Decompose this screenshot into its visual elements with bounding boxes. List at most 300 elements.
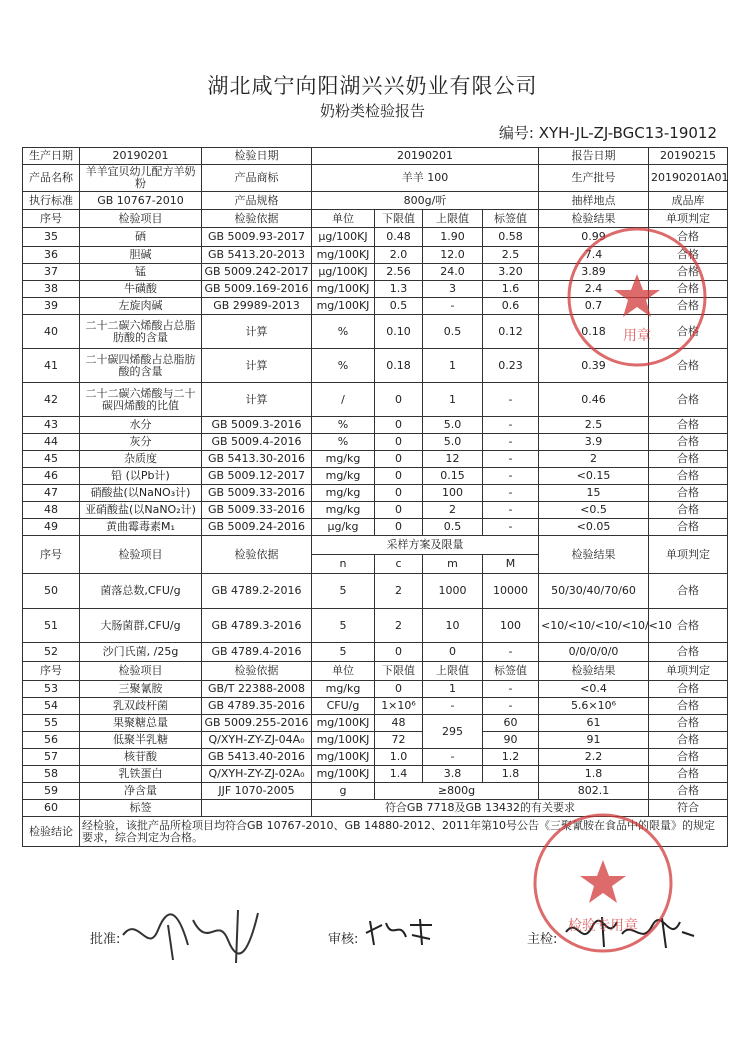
location-label: 抽样地点 xyxy=(539,192,649,210)
svg-text:检验专用章: 检验专用章 xyxy=(568,918,638,934)
cell-basis: GB 4789.2-2016 xyxy=(202,574,312,609)
header-no: 序号 xyxy=(23,536,80,574)
cell-label: - xyxy=(483,519,539,536)
header-n: n xyxy=(312,555,375,574)
cell-no: 51 xyxy=(23,609,80,643)
cell-unit: mg/100KJ xyxy=(312,298,375,315)
section1-header xyxy=(23,210,728,228)
cell-verdict: 合格 xyxy=(649,434,728,451)
cell-unit: mg/100KJ xyxy=(312,715,375,732)
cell-result: <0.05 xyxy=(539,519,649,536)
cell-m: 10 xyxy=(423,609,483,643)
cell-basis: GB 5009.3-2016 xyxy=(202,417,312,434)
cell-upper: 0.5 xyxy=(423,519,483,536)
cell-item: 三聚氰胺 xyxy=(80,681,202,698)
cell-basis: GB 4789.35-2016 xyxy=(202,698,312,715)
cell-lower: 1.0 xyxy=(375,749,423,766)
cell-no: 57 xyxy=(23,749,80,766)
cell-upper: 2 xyxy=(423,502,483,519)
cell-basis: GB 5009.93-2017 xyxy=(202,228,312,247)
cell-verdict: 合格 xyxy=(649,749,728,766)
report-date-label: 报告日期 xyxy=(539,148,649,165)
header-upper: 上限值 xyxy=(423,210,483,228)
cell-m: 1000 xyxy=(423,574,483,609)
header-unit: 单位 xyxy=(312,210,375,228)
cell-basis: GB 4789.4-2016 xyxy=(202,643,312,662)
cell-label: - xyxy=(483,485,539,502)
cell-verdict: 符合 xyxy=(649,800,728,817)
header-m: m xyxy=(423,555,483,574)
cell-label: 1.8 xyxy=(483,766,539,783)
cell-result: 1.8 xyxy=(539,766,649,783)
table-row xyxy=(23,783,728,800)
cell-item: 核苷酸 xyxy=(80,749,202,766)
cell-M: 10000 xyxy=(483,574,539,609)
cell-no: 43 xyxy=(23,417,80,434)
cell-no: 46 xyxy=(23,468,80,485)
report-date-value: 20190215 xyxy=(649,148,728,165)
cell-label: 3.20 xyxy=(483,264,539,281)
table-row xyxy=(23,315,728,349)
cell-lower: 0 xyxy=(375,502,423,519)
cell-item: 二十二碳六烯酸与二十碳四烯酸的比值 xyxy=(80,383,202,417)
cell-item: 灰分 xyxy=(80,434,202,451)
cell-no: 44 xyxy=(23,434,80,451)
spec-value: 800g/听 xyxy=(312,192,539,210)
cell-item: 标签 xyxy=(80,800,202,817)
cell-label: 90 xyxy=(483,732,539,749)
cell-upper: 5.0 xyxy=(423,434,483,451)
cell-lower: 0 xyxy=(375,519,423,536)
cell-verdict: 合格 xyxy=(649,698,728,715)
header-no: 序号 xyxy=(23,210,80,228)
cell-result: <0.5 xyxy=(539,502,649,519)
cell-no: 42 xyxy=(23,383,80,417)
cell-upper: 12.0 xyxy=(423,247,483,264)
section2-rows xyxy=(23,574,728,662)
cell-basis xyxy=(202,800,312,817)
cell-verdict: 合格 xyxy=(649,502,728,519)
cell-basis: Q/XYH-ZY-ZJ-04A₀ xyxy=(202,732,312,749)
cell-unit: % xyxy=(312,315,375,349)
cell-no: 54 xyxy=(23,698,80,715)
cell-no: 60 xyxy=(23,800,80,817)
cell-result: 0.99 xyxy=(539,228,649,247)
section1-rows xyxy=(23,228,728,536)
cell-no: 35 xyxy=(23,228,80,247)
header-result: 检验结果 xyxy=(539,210,649,228)
cell-upper: 0.15 xyxy=(423,468,483,485)
cell-result: 91 xyxy=(539,732,649,749)
cell-no: 45 xyxy=(23,451,80,468)
approve-label: 批准: xyxy=(90,932,121,947)
cell-unit: mg/100KJ xyxy=(312,247,375,264)
header-basis: 检验依据 xyxy=(202,662,312,681)
cell-item: 铅 (以Pb计) xyxy=(80,468,202,485)
location-value: 成品库 xyxy=(649,192,728,210)
table-row xyxy=(23,247,728,264)
cell-basis: 计算 xyxy=(202,383,312,417)
cell-no: 49 xyxy=(23,519,80,536)
cell-no: 36 xyxy=(23,247,80,264)
cell-verdict: 合格 xyxy=(649,574,728,609)
cell-item: 锰 xyxy=(80,264,202,281)
inspection-date-label: 检验日期 xyxy=(202,148,312,165)
cell-verdict: 合格 xyxy=(649,349,728,383)
cell-n: 5 xyxy=(312,574,375,609)
cell-verdict: 合格 xyxy=(649,609,728,643)
cell-verdict: 合格 xyxy=(649,519,728,536)
header-basis: 检验依据 xyxy=(202,210,312,228)
cell-unit: g xyxy=(312,783,375,800)
cell-basis: GB 5009.4-2016 xyxy=(202,434,312,451)
header-item: 检验项目 xyxy=(80,536,202,574)
header-sampling-plan: 采样方案及限量 xyxy=(312,536,539,555)
cell-item: 亚硝酸盐(以NaNO₂计) xyxy=(80,502,202,519)
table-row xyxy=(23,298,728,315)
cell-upper: 0.5 xyxy=(423,315,483,349)
cell-unit: mg/kg xyxy=(312,485,375,502)
cell-item: 硝酸盐(以NaNO₃计) xyxy=(80,485,202,502)
cell-basis: 计算 xyxy=(202,349,312,383)
cell-basis: GB 5009.169-2016 xyxy=(202,281,312,298)
table-row xyxy=(23,681,728,698)
table-row xyxy=(23,281,728,298)
cell-verdict: 合格 xyxy=(649,468,728,485)
table-row xyxy=(23,502,728,519)
cell-lower: 1×10⁶ xyxy=(375,698,423,715)
cell-M: 100 xyxy=(483,609,539,643)
cell-label: - xyxy=(483,417,539,434)
cell-label: - xyxy=(483,681,539,698)
cell-basis: GB 5413.40-2016 xyxy=(202,749,312,766)
cell-no: 40 xyxy=(23,315,80,349)
cell-item: 乳铁蛋白 xyxy=(80,766,202,783)
cell-item: 胆碱 xyxy=(80,247,202,264)
cell-no: 50 xyxy=(23,574,80,609)
cell-item: 二十二碳六烯酸占总脂肪酸的含量 xyxy=(80,315,202,349)
cell-item: 左旋肉碱 xyxy=(80,298,202,315)
cell-c: 2 xyxy=(375,574,423,609)
cell-unit: mg/kg xyxy=(312,502,375,519)
cell-unit: CFU/g xyxy=(312,698,375,715)
cell-result: <10/<10/<10/<10/<10 xyxy=(539,609,649,643)
cell-unit: mg/100KJ xyxy=(312,732,375,749)
cell-unit: % xyxy=(312,434,375,451)
cell-item: 果聚糖总量 xyxy=(80,715,202,732)
cell-no: 39 xyxy=(23,298,80,315)
cell-c: 2 xyxy=(375,609,423,643)
header-label-value: 标签值 xyxy=(483,210,539,228)
cell-lower: 2.0 xyxy=(375,247,423,264)
header-lower: 下限值 xyxy=(375,210,423,228)
report-title: 奶粉类检验报告 xyxy=(319,102,425,120)
inspector-label: 主检: xyxy=(527,932,558,947)
cell-result: 61 xyxy=(539,715,649,732)
cell-lower: 0 xyxy=(375,681,423,698)
standard-label: 执行标准 xyxy=(23,192,80,210)
cell-item: 杂质度 xyxy=(80,451,202,468)
cell-verdict: 合格 xyxy=(649,264,728,281)
cell-verdict: 合格 xyxy=(649,732,728,749)
cell-result: <0.15 xyxy=(539,468,649,485)
cell-result: <0.4 xyxy=(539,681,649,698)
cell-upper: - xyxy=(423,749,483,766)
header-basis: 检验依据 xyxy=(202,536,312,574)
cell-result: 7.4 xyxy=(539,247,649,264)
cell-n: 5 xyxy=(312,643,375,662)
cell-no: 53 xyxy=(23,681,80,698)
cell-unit: / xyxy=(312,383,375,417)
report-table xyxy=(22,147,728,847)
header-lower: 下限值 xyxy=(375,662,423,681)
cell-verdict: 合格 xyxy=(649,681,728,698)
cell-item: 牛磺酸 xyxy=(80,281,202,298)
cell-basis: GB 5009.12-2017 xyxy=(202,468,312,485)
cell-lower: 0 xyxy=(375,468,423,485)
cell-label: 60 xyxy=(483,715,539,732)
cell-verdict: 合格 xyxy=(649,715,728,732)
cell-verdict: 合格 xyxy=(649,643,728,662)
cell-item: 大肠菌群,CFU/g xyxy=(80,609,202,643)
inspection-date-value: 20190201 xyxy=(312,148,539,165)
cell-upper: 295 xyxy=(423,715,483,749)
cell-label: - xyxy=(483,434,539,451)
cell-upper: 3.8 xyxy=(423,766,483,783)
inspector-signature xyxy=(562,912,697,952)
cell-upper: 1 xyxy=(423,681,483,698)
brand-label: 产品商标 xyxy=(202,165,312,192)
cell-label: 0.58 xyxy=(483,228,539,247)
header-verdict: 单项判定 xyxy=(649,210,728,228)
cell-unit: mg/100KJ xyxy=(312,749,375,766)
cell-lower: ≥800g xyxy=(375,783,539,800)
conclusion-label: 检验结论 xyxy=(23,817,80,847)
cell-no: 48 xyxy=(23,502,80,519)
cell-unit: % xyxy=(312,417,375,434)
section3-rows xyxy=(23,681,728,817)
cell-result: 2.5 xyxy=(539,417,649,434)
cell-label: - xyxy=(483,383,539,417)
cell-lower: 0.48 xyxy=(375,228,423,247)
cell-m: 0 xyxy=(423,643,483,662)
cell-lower: 0.5 xyxy=(375,298,423,315)
section2-header xyxy=(23,536,728,555)
cell-item: 低聚半乳糖 xyxy=(80,732,202,749)
section3-header xyxy=(23,662,728,681)
cell-result: 0.46 xyxy=(539,383,649,417)
cell-label: - xyxy=(483,451,539,468)
cell-item: 水分 xyxy=(80,417,202,434)
batch-label: 生产批号 xyxy=(539,165,649,192)
cell-label: 0.23 xyxy=(483,349,539,383)
table-row xyxy=(23,468,728,485)
cell-lower: 1.4 xyxy=(375,766,423,783)
table-row xyxy=(23,519,728,536)
cell-lower: 48 xyxy=(375,715,423,732)
cell-verdict: 合格 xyxy=(649,417,728,434)
header-c: c xyxy=(375,555,423,574)
header-item: 检验项目 xyxy=(80,210,202,228)
header-result: 检验结果 xyxy=(539,662,649,681)
header-unit: 单位 xyxy=(312,662,375,681)
cell-unit: μg/kg xyxy=(312,519,375,536)
table-row xyxy=(23,749,728,766)
cell-no: 37 xyxy=(23,264,80,281)
cell-result: 2.2 xyxy=(539,749,649,766)
cell-item: 黄曲霉毒素M₁ xyxy=(80,519,202,536)
review-label: 审核: xyxy=(328,932,359,947)
cell-lower: 0 xyxy=(375,451,423,468)
conclusion-row xyxy=(23,817,728,847)
cell-basis: JJF 1070-2005 xyxy=(202,783,312,800)
cell-upper: 12 xyxy=(423,451,483,468)
table-row xyxy=(23,434,728,451)
header-label-value: 标签值 xyxy=(483,662,539,681)
cell-result: 5.6×10⁶ xyxy=(539,698,649,715)
cell-no: 59 xyxy=(23,783,80,800)
conclusion-text: 经检验，该批产品所检项目均符合GB 10767-2010、GB 14880-2012、2011年第10号公告《三聚氰胺在食品中的限量》的规定要求，综合判定为合格。 xyxy=(80,817,728,847)
cell-item: 菌落总数,CFU/g xyxy=(80,574,202,609)
cell-lower: 0 xyxy=(375,485,423,502)
cell-unit: mg/kg xyxy=(312,681,375,698)
cell-label: - xyxy=(483,468,539,485)
production-date-value: 20190201 xyxy=(80,148,202,165)
cell-no: 55 xyxy=(23,715,80,732)
cell-n: 5 xyxy=(312,609,375,643)
cell-no: 56 xyxy=(23,732,80,749)
cell-basis: GB 5009.24-2016 xyxy=(202,519,312,536)
cell-lower: 2.56 xyxy=(375,264,423,281)
cell-item: 乳双歧杆菌 xyxy=(80,698,202,715)
header-result: 检验结果 xyxy=(539,536,649,574)
cell-basis: GB 5009.242-2017 xyxy=(202,264,312,281)
cell-basis: GB 29989-2013 xyxy=(202,298,312,315)
cell-lower: 1.3 xyxy=(375,281,423,298)
cell-verdict: 合格 xyxy=(649,783,728,800)
cell-upper: 24.0 xyxy=(423,264,483,281)
standard-value: GB 10767-2010 xyxy=(80,192,202,210)
cell-verdict: 合格 xyxy=(649,247,728,264)
cell-lower: 0.10 xyxy=(375,315,423,349)
cell-upper: 1 xyxy=(423,383,483,417)
table-row xyxy=(23,574,728,609)
cell-label: - xyxy=(483,698,539,715)
cell-unit: mg/kg xyxy=(312,468,375,485)
cell-item: 硒 xyxy=(80,228,202,247)
product-name-value: 羊羊宜贝幼儿配方羊奶粉 xyxy=(80,165,202,192)
cell-lower: 0 xyxy=(375,417,423,434)
company-title: 湖北咸宁向阳湖兴兴奶业有限公司 xyxy=(207,74,538,98)
production-date-label: 生产日期 xyxy=(23,148,80,165)
table-row xyxy=(23,800,728,817)
table-row xyxy=(23,609,728,643)
cell-label: 1.6 xyxy=(483,281,539,298)
cell-no: 47 xyxy=(23,485,80,502)
cell-no: 58 xyxy=(23,766,80,783)
cell-verdict: 合格 xyxy=(649,383,728,417)
cell-lower: 0 xyxy=(375,434,423,451)
cell-basis: GB 5009.33-2016 xyxy=(202,502,312,519)
cell-item: 净含量 xyxy=(80,783,202,800)
table-row xyxy=(23,643,728,662)
cell-result: 3.89 xyxy=(539,264,649,281)
cell-result: 802.1 xyxy=(539,783,649,800)
cell-verdict: 合格 xyxy=(649,766,728,783)
cell-basis: GB 5009.33-2016 xyxy=(202,485,312,502)
cell-verdict: 合格 xyxy=(649,298,728,315)
cell-result: 2.4 xyxy=(539,281,649,298)
approve-signature xyxy=(118,905,268,965)
review-signature xyxy=(362,915,437,950)
cell-result: 15 xyxy=(539,485,649,502)
cell-unit: mg/kg xyxy=(312,451,375,468)
cell-basis: GB 5413.30-2016 xyxy=(202,451,312,468)
table-row xyxy=(23,383,728,417)
cell-verdict: 合格 xyxy=(649,281,728,298)
cell-label: - xyxy=(483,502,539,519)
table-row xyxy=(23,264,728,281)
cell-verdict: 合格 xyxy=(649,485,728,502)
header-verdict: 单项判定 xyxy=(649,662,728,681)
cell-upper: - xyxy=(423,698,483,715)
table-row xyxy=(23,715,728,732)
cell-upper: 100 xyxy=(423,485,483,502)
cell-upper: 5.0 xyxy=(423,417,483,434)
table-row xyxy=(23,349,728,383)
cell-result: 0.7 xyxy=(539,298,649,315)
cell-result: 2 xyxy=(539,451,649,468)
cell-c: 0 xyxy=(375,643,423,662)
cell-unit: % xyxy=(312,349,375,383)
cell-item: 二十碳四烯酸占总脂肪酸的含量 xyxy=(80,349,202,383)
cell-lower: 0.18 xyxy=(375,349,423,383)
cell-label: 0.12 xyxy=(483,315,539,349)
cell-no: 52 xyxy=(23,643,80,662)
product-name-label: 产品名称 xyxy=(23,165,80,192)
cell-basis: GB 5413.20-2013 xyxy=(202,247,312,264)
cell-upper: - xyxy=(423,298,483,315)
brand-value: 羊羊 100 xyxy=(312,165,539,192)
cell-requirement: 符合GB 7718及GB 13432的有关要求 xyxy=(312,800,649,817)
cell-lower: 72 xyxy=(375,732,423,749)
cell-result: 0.18 xyxy=(539,315,649,349)
cell-unit: mg/100KJ xyxy=(312,766,375,783)
cell-no: 38 xyxy=(23,281,80,298)
table-row xyxy=(23,451,728,468)
cell-result: 0.39 xyxy=(539,349,649,383)
cell-label: 2.5 xyxy=(483,247,539,264)
cell-unit: μg/100KJ xyxy=(312,228,375,247)
cell-unit: mg/100KJ xyxy=(312,281,375,298)
header-no: 序号 xyxy=(23,662,80,681)
cell-verdict: 合格 xyxy=(649,451,728,468)
cell-basis: Q/XYH-ZY-ZJ-02A₀ xyxy=(202,766,312,783)
cell-unit: μg/100KJ xyxy=(312,264,375,281)
batch-value: 20190201A01 xyxy=(649,165,728,192)
table-row xyxy=(23,417,728,434)
table-row xyxy=(23,732,728,749)
cell-no: 41 xyxy=(23,349,80,383)
cell-verdict: 合格 xyxy=(649,228,728,247)
cell-upper: 1.90 xyxy=(423,228,483,247)
cell-result: 50/30/40/70/60 xyxy=(539,574,649,609)
cell-basis: GB/T 22388-2008 xyxy=(202,681,312,698)
svg-text:用章: 用章 xyxy=(623,328,651,344)
header-upper: 上限值 xyxy=(423,662,483,681)
table-row xyxy=(23,485,728,502)
document-number: 编号: XYH-JL-ZJ-BGC13-19012 xyxy=(498,124,717,142)
